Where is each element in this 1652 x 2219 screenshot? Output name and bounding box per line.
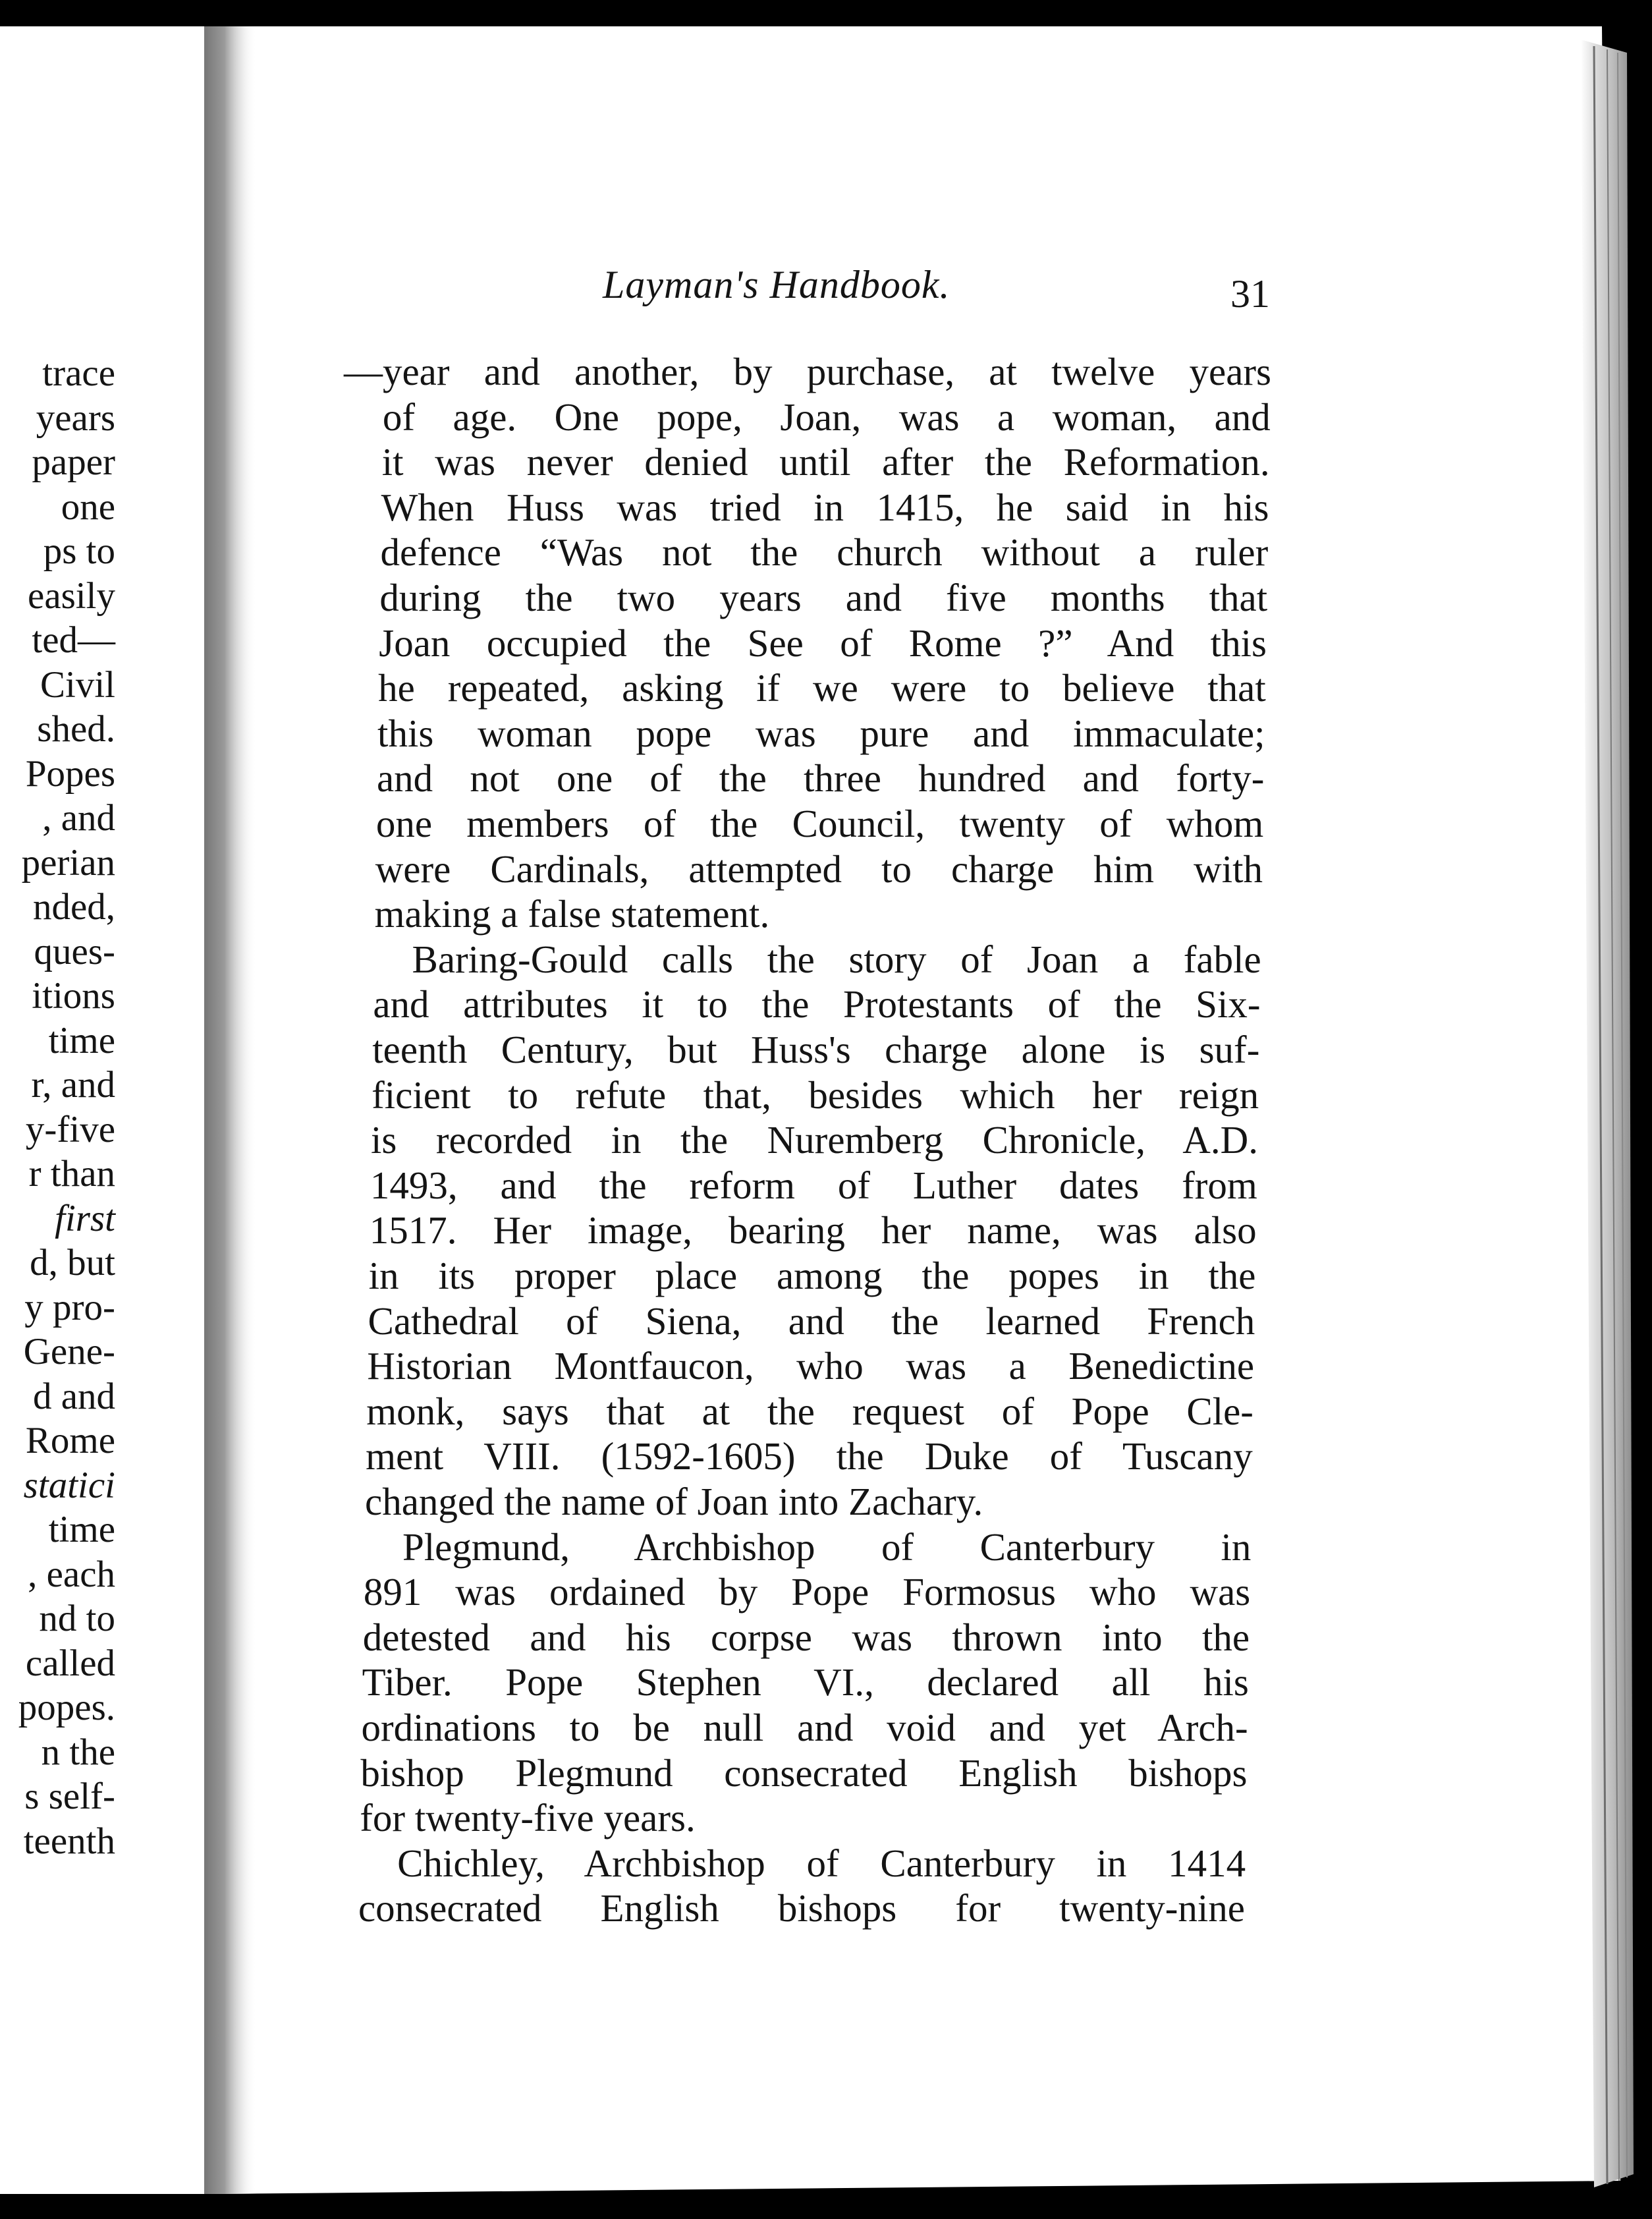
- left-page-line: r, and: [31, 1064, 115, 1106]
- left-page-line: s self-: [24, 1776, 115, 1817]
- body-line: Joan occupied the See of Rome ?” And this: [379, 621, 1267, 665]
- left-page-line: r than: [28, 1153, 115, 1194]
- left-page-line: ted—: [32, 619, 115, 661]
- left-page-line: time: [48, 1509, 115, 1550]
- left-page-line: years: [36, 397, 115, 439]
- left-page-line: nd to: [39, 1598, 115, 1639]
- body-line: for twenty-five years.: [360, 1796, 696, 1840]
- body-line: 891 was ordained by Pope Formosus who was: [363, 1570, 1251, 1614]
- body-line: ment VIII. (1592-1605) the Duke of Tuscany: [366, 1434, 1253, 1478]
- running-head: Layman's Handbook.: [603, 263, 950, 306]
- left-page-line: Gene-: [23, 1331, 115, 1372]
- left-page-line: d, but: [30, 1242, 115, 1283]
- body-line: this woman pope was pure and immaculate;: [377, 711, 1265, 755]
- left-page-line: ques-: [34, 930, 115, 972]
- body-line: 1517. Her image, bearing her name, was also: [369, 1208, 1257, 1252]
- left-page-line: paper: [32, 441, 115, 483]
- body-line: during the two years and five months that: [379, 576, 1268, 619]
- body-line: Tiber. Pope Stephen VI., declared all his: [362, 1660, 1249, 1704]
- left-page-line: d and: [32, 1375, 115, 1417]
- left-page-line: ps to: [43, 530, 115, 572]
- left-page-line: , and: [42, 797, 115, 839]
- body-line: ordinations to be null and void and yet Arch-: [361, 1706, 1248, 1749]
- left-page-line: itions: [32, 975, 115, 1017]
- left-page-line: popes.: [18, 1687, 115, 1728]
- left-page-line: perian: [21, 841, 115, 884]
- body-line: and attributes it to the Protestants of the Six-: [373, 982, 1261, 1026]
- body-line: and not one of the three hundred and forty-: [376, 756, 1265, 801]
- body-line: consecrated English bishops for twenty-nine: [358, 1886, 1245, 1930]
- body-line: one members of the Council, twenty of whom: [375, 802, 1264, 845]
- body-line: detested and his corpse was thrown into the: [362, 1615, 1250, 1659]
- body-line: Cathedral of Siena, and the learned French: [368, 1299, 1255, 1343]
- left-page-line: , each: [28, 1553, 115, 1595]
- left-page-line: Civil: [40, 663, 115, 706]
- body-line: When Huss was tried in 1415, he said in his: [381, 485, 1269, 529]
- body-line: Baring-Gould calls the story of Joan a fable: [412, 937, 1261, 981]
- body-line: 1493, and the reform of Luther dates from: [370, 1163, 1257, 1207]
- body-line: he repeated, asking if we were to believe that: [378, 666, 1266, 710]
- body-line: in its proper place among the popes in the: [368, 1254, 1256, 1297]
- body-line: ficient to refute that, besides which her reign: [372, 1073, 1259, 1117]
- page-number: 31: [1230, 272, 1270, 316]
- left-page-line: shed.: [37, 708, 115, 750]
- left-page-line: called: [25, 1642, 115, 1684]
- left-page-line: time: [48, 1019, 115, 1061]
- left-page-line: Rome: [25, 1420, 115, 1461]
- body-line: Historian Montfaucon, who was a Benedictine: [367, 1344, 1255, 1388]
- left-page-line: n the: [41, 1731, 115, 1773]
- left-page-line: first: [55, 1197, 115, 1239]
- left-page-line: Popes: [25, 752, 115, 795]
- left-page-line: easily: [28, 575, 115, 617]
- left-page-line: statici: [23, 1464, 115, 1506]
- body-line: bishop Plegmund consecrated English bishops: [360, 1751, 1248, 1795]
- left-page-line: nded,: [32, 886, 115, 928]
- left-page-line: one: [61, 486, 115, 528]
- left-page-line: y pro-: [24, 1286, 115, 1328]
- body-line: monk, says that at the request of Pope Cle-: [366, 1389, 1253, 1433]
- body-line: Plegmund, Archbishop of Canterbury in: [402, 1525, 1252, 1569]
- body-line: Chichley, Archbishop of Canterbury in 1414: [397, 1841, 1246, 1885]
- body-line: —year and another, by purchase, at twelve years: [344, 350, 1271, 393]
- left-page-line: teenth: [23, 1820, 115, 1862]
- body-line: defence “Was not the church without a ruler: [380, 530, 1269, 575]
- body-line: is recorded in the Nuremberg Chronicle, A.D.: [371, 1118, 1258, 1162]
- left-page: [0, 26, 204, 2194]
- left-page-line: y-five: [25, 1108, 115, 1150]
- body-line: making a false statement.: [374, 892, 770, 936]
- left-page-line: trace: [42, 352, 115, 394]
- body-line: teenth Century, but Huss's charge alone is suf-: [372, 1028, 1260, 1071]
- body-line: changed the name of Joan into Zachary.: [365, 1480, 983, 1523]
- body-line: of age. One pope, Joan, was a woman, and: [382, 395, 1271, 439]
- body-line: it was never denied until after the Reformation.: [381, 440, 1270, 484]
- body-line: were Cardinals, attempted to charge him with: [375, 847, 1263, 891]
